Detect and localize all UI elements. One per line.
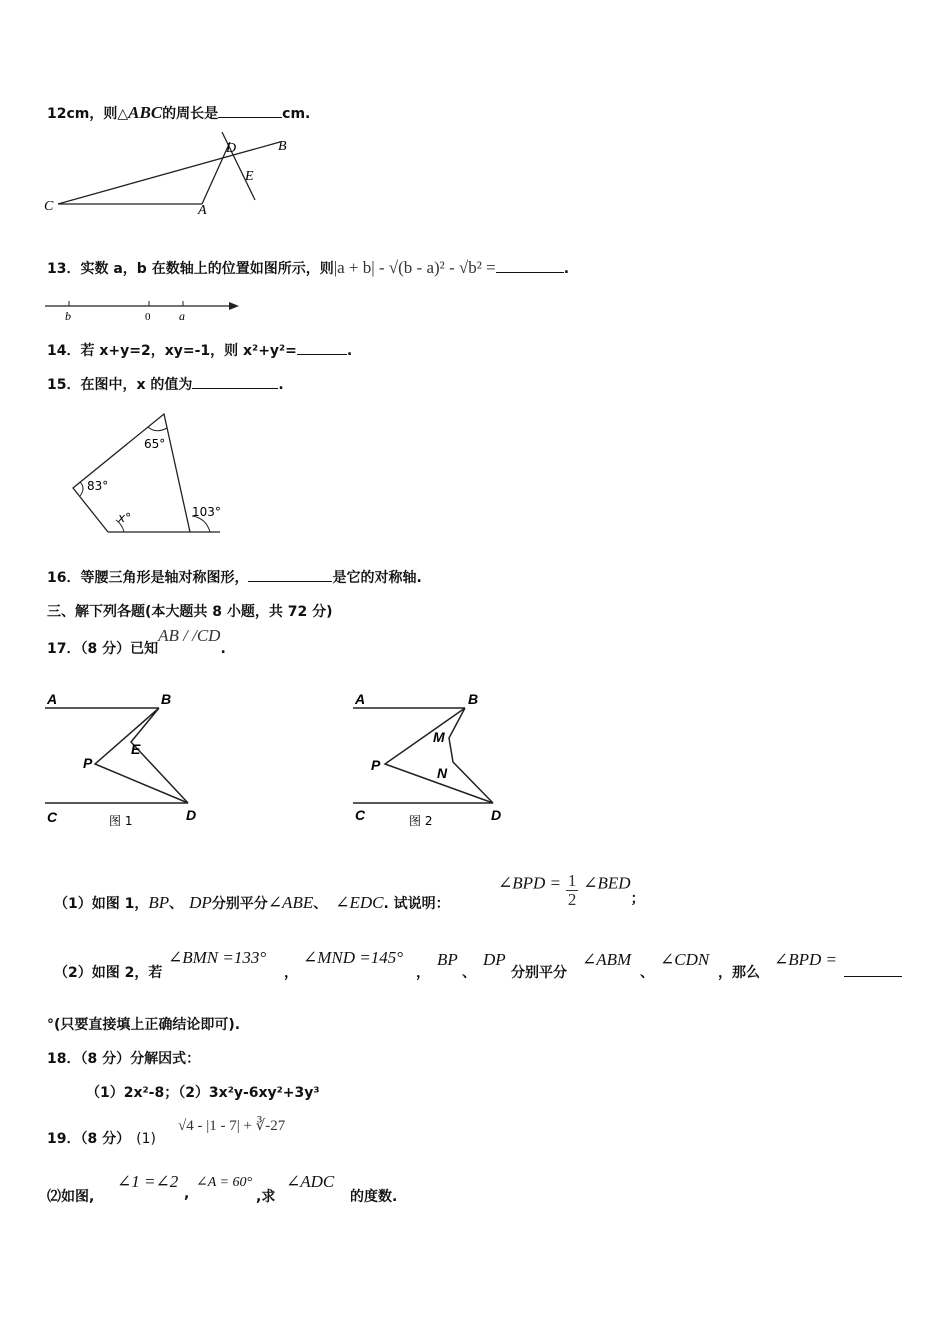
- q15-blank[interactable]: [192, 374, 278, 389]
- q19-part2-prefix: ⑵如图,: [47, 1189, 95, 1205]
- q13-text: 13．实数 a，b 在数轴上的位置如图所示，则|a + b| - √(b - a)² - √b² = .: [47, 258, 570, 277]
- q17-condition: AB / /CD: [158, 626, 221, 645]
- q12-text: 12cm，则△ABC的周长是 cm.: [47, 103, 311, 122]
- fig1-caption: 图 1: [109, 814, 133, 828]
- fig1-label-b: B: [161, 691, 172, 707]
- q14-blank[interactable]: [297, 340, 347, 355]
- q19-c2: ∠A = 60°: [196, 1175, 253, 1190]
- q12-blank[interactable]: [218, 103, 282, 118]
- q17-part2-a1: ∠ABM: [582, 950, 632, 969]
- fig1-label-d: D: [186, 807, 197, 823]
- q17-part2-c2: ∠MND =145°: [303, 948, 404, 967]
- q12-label-c: C: [44, 199, 54, 214]
- fig2-label-n: N: [437, 765, 448, 781]
- q17-text: 17．（8 分）已知AB / /CD.: [47, 626, 226, 657]
- q12-triangle-figure: [40, 130, 320, 220]
- q15-text: 15．在图中，x 的值为 .: [47, 374, 284, 394]
- number-axis-figure: [45, 298, 245, 324]
- q17-part2-comma2: ，: [416, 965, 430, 981]
- q12-label-e: E: [245, 169, 254, 184]
- q13-blank[interactable]: [496, 258, 564, 273]
- q17-part2-blank[interactable]: [844, 976, 902, 977]
- q19-title: 19．（8 分） (1): [47, 1131, 156, 1147]
- axis-label-zero: 0: [145, 311, 151, 323]
- axis-label-b: b: [65, 309, 71, 323]
- fig2-label-p: P: [371, 757, 381, 773]
- q17-figure-1: [45, 690, 225, 830]
- q17-part1: （1）如图 1，BP、 DP分别平分∠ABE、 ∠EDC. 试说明：: [54, 893, 450, 912]
- q19-comma: ,: [184, 1186, 190, 1202]
- q18-parts: （1）2x²-8；（2）3x²y-6xy²+3y³: [86, 1085, 320, 1101]
- angle-83-label: 83°: [87, 479, 109, 493]
- fig2-label-a: A: [355, 691, 366, 707]
- q19-c1: ∠1 =∠2: [117, 1172, 179, 1191]
- q17-part2-a2: ∠CDN: [660, 950, 710, 969]
- fig2-label-m: M: [433, 729, 445, 745]
- q17-part2-sep2: 、: [640, 965, 654, 981]
- q17-part2-bp: BP: [437, 950, 458, 969]
- q16-text: 16．等腰三角形是轴对称图形， 是它的对称轴.: [47, 567, 422, 587]
- axis-label-a: a: [179, 309, 185, 323]
- q17-part2: （2）如图 2，若: [54, 965, 163, 981]
- q19-angle: ∠ADC: [286, 1172, 335, 1191]
- fig1-label-a: A: [47, 691, 58, 707]
- q12-label-a: A: [198, 203, 207, 218]
- q19-tail: ,求: [256, 1189, 276, 1205]
- q18-title: 18．（8 分）分解因式：: [47, 1051, 201, 1067]
- angle-x-label: x°: [118, 511, 132, 525]
- q14-text: 14．若 x+y=2，xy=-1，则 x²+y²= .: [47, 340, 352, 360]
- fig2-label-d: D: [491, 807, 502, 823]
- q17-part2-ans: ∠BPD =: [774, 950, 838, 969]
- fig2-label-c: C: [355, 807, 366, 823]
- fig1-label-p: P: [83, 755, 93, 771]
- q17-part2-mid: 分别平分: [511, 965, 567, 981]
- q17-part2-comma1: ，: [284, 965, 298, 981]
- q15-polygon-figure: [60, 408, 260, 538]
- q19-expression: √4 - |1 - 7| + ∛-27: [178, 1118, 286, 1134]
- q12-label-d: D: [226, 141, 237, 156]
- fig2-label-b: B: [468, 691, 479, 707]
- q17-part2-dp: DP: [483, 950, 506, 969]
- q13-expression: |a + b| - √(b - a)² - √b² =: [333, 258, 496, 277]
- fig1-label-e: E: [131, 741, 141, 757]
- fig2-caption: 图 2: [409, 814, 433, 828]
- fig1-label-c: C: [47, 809, 58, 825]
- angle-65-label: 65°: [144, 437, 166, 451]
- q17-part2-tail: ，那么: [718, 965, 760, 981]
- q12-label-b: B: [278, 139, 287, 154]
- q17-part2-cont: °(只要直接填上正确结论即可).: [47, 1017, 241, 1033]
- q19-end: 的度数.: [350, 1189, 398, 1205]
- q17-part1-formula: ∠BPD = $\frac{1}{2}$ ∠BED；: [498, 871, 645, 909]
- q17-part2-sep: 、: [462, 965, 476, 981]
- angle-103-label: 103°: [192, 505, 221, 519]
- q17-part2-c1: ∠BMN =133°: [168, 948, 267, 967]
- q17-figure-2: [353, 690, 533, 830]
- section3-title: 三、解下列各题(本大题共 8 小题，共 72 分): [47, 604, 333, 620]
- q16-blank[interactable]: [248, 567, 332, 582]
